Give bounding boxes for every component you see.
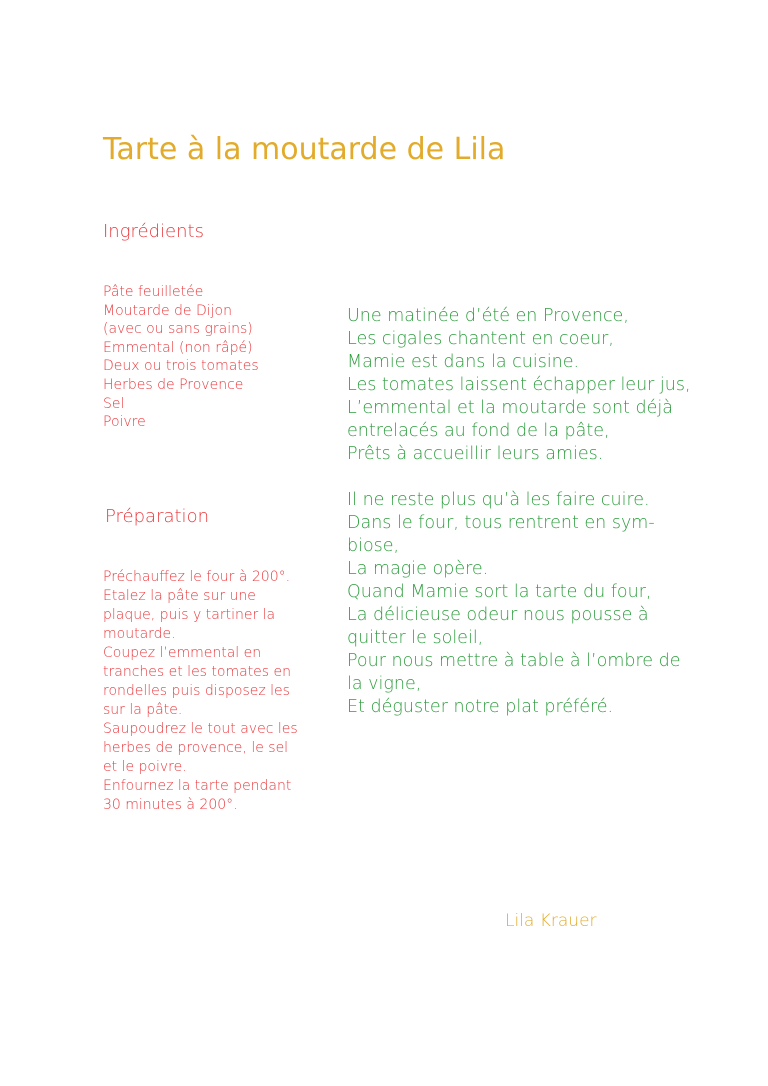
poem-line: Une matinée d’été en Provence, <box>347 306 629 326</box>
preparation-line: Etalez la pâte sur une <box>103 588 256 604</box>
preparation-line: sur la pâte. <box>103 702 183 718</box>
poem-line: Il ne reste plus qu’à les faire cuire. <box>347 490 650 510</box>
poem-line: La délicieuse odeur nous pousse à <box>347 605 649 625</box>
preparation-line: Enfournez la tarte pendant <box>103 778 292 794</box>
poem-stanza <box>347 489 691 719</box>
ingredients-list <box>103 283 259 432</box>
preparation-line: rondelles puis disposez les <box>103 683 290 699</box>
ingredient-item: Herbes de Provence <box>103 376 244 393</box>
preparation-line: 30 minutes à 200°. <box>103 797 238 813</box>
ingredient-item: Poivre <box>103 414 146 431</box>
poem-line: La magie opère. <box>347 559 489 579</box>
poem-line: Dans le four, tous rentrent en sym- <box>347 513 655 533</box>
ingredient-item: Deux ou trois tomates <box>103 358 259 375</box>
poem-line: quitter le soleil, <box>347 628 484 648</box>
poem-stanza <box>347 305 691 466</box>
poem-line: L’emmental et la moutarde sont déjà <box>347 398 673 418</box>
poem-line: Mamie est dans la cuisine. <box>347 352 580 372</box>
ingredients-heading: Ingrédients <box>103 221 204 242</box>
poem <box>347 305 691 719</box>
preparation-line: Saupoudrez le tout avec les <box>103 721 298 737</box>
poem-line: Les cigales chantent en coeur, <box>347 329 614 349</box>
ingredient-item: Sel <box>103 395 125 412</box>
author-signature: Lila Krauer <box>505 911 597 931</box>
preparation-line: plaque, puis y tartiner la <box>103 607 276 623</box>
poem-line: Prêts à accueillir leurs amies. <box>347 444 604 464</box>
poem-line: Et déguster notre plat préféré. <box>347 697 614 717</box>
poem-line: Quand Mamie sort la tarte du four, <box>347 582 652 602</box>
ingredient-item: (avec ou sans grains) <box>103 321 253 338</box>
preparation-line: tranches et les tomates en <box>103 664 292 680</box>
ingredient-item: Moutarde de Dijon <box>103 302 232 319</box>
preparation-heading: Préparation <box>105 506 209 527</box>
preparation-line: moutarde. <box>103 626 176 642</box>
ingredient-item: Emmental (non râpé) <box>103 339 253 356</box>
poem-line: Les tomates laissent échapper leur jus, <box>347 375 691 395</box>
ingredient-item: Pâte feuilletée <box>103 284 204 300</box>
poem-line: la vigne, <box>347 674 422 694</box>
preparation-steps <box>103 568 298 815</box>
preparation-line: et le poivre. <box>103 759 187 775</box>
page-title: Tarte à la moutarde de Lila <box>103 132 506 167</box>
preparation-line: herbes de provence, le sel <box>103 740 289 756</box>
poem-line: entrelacés au fond de la pâte, <box>347 421 610 441</box>
poem-line: biose, <box>347 536 400 556</box>
poem-line: Pour nous mettre à table à l’ombre de <box>347 651 681 671</box>
preparation-line: Préchauffez le four à 200°. <box>103 569 291 585</box>
preparation-line: Coupez l’emmental en <box>103 645 262 661</box>
